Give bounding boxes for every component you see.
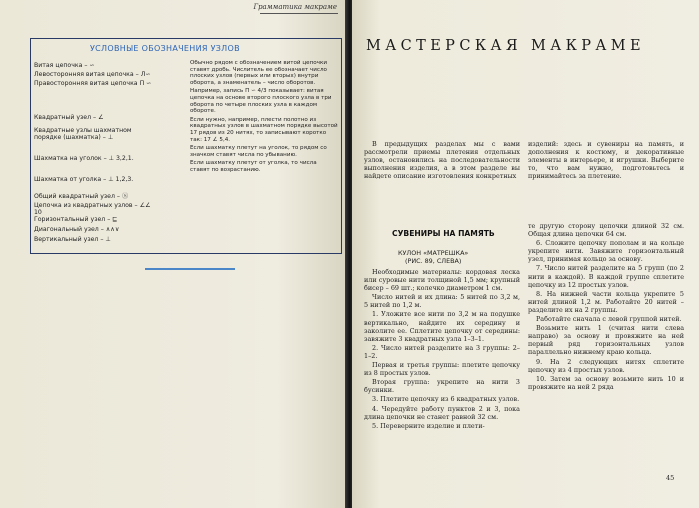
legend-item: Горизонтальный узел – ⊑ (34, 216, 118, 223)
paragraph: 3. Плетите цепочку из 6 квадратных узлов. (372, 395, 520, 404)
legend-item: Общий квадратный узел – Ⓢ (34, 193, 129, 200)
legend-item: Правосторонняя витая цепочка П ∽ (34, 80, 152, 87)
header-rule (260, 13, 338, 14)
legend-note: Если шахматку плетут от уголка, то числа ставят по возрастанию. (190, 160, 317, 173)
section-heading: СУВЕНИРЫ НА ПАМЯТЬ (392, 229, 495, 238)
left-page (0, 0, 347, 508)
paragraph: Вторая группа: укрепите на нити 3 бусинки. (364, 378, 520, 395)
legend-item: Вертикальный узел – ⊥ (34, 236, 111, 243)
paragraph: 8. На нижней части кольца укрепите 5 нитей длиной 1,2 м. Работайте 20 нитей – разделите их на 2 группы. (528, 289, 684, 314)
paragraph: Возьмите нить 1 (считая нити слева направо) за основу и провяжите на ней первый ряд горизонтальных узлов параллельно нижнему краю кольца. (528, 324, 684, 357)
legend-item: Квадратные узлы шахматном порядке (шахматка) – ⊥ (34, 127, 132, 141)
legend-note: Например, запись П ∽ 4/3 показывает: витая цепочка на основе второго плоского узла в три оборота по четыре плоских узла в каждом обороте. (190, 88, 332, 115)
legend-notes (190, 60, 338, 176)
text-column-1 (364, 268, 520, 431)
legend-item: Шахматка от уголка – ⊥ 1,2,3. (34, 176, 134, 183)
running-head: Грамматика макраме (253, 3, 337, 11)
intro-column-left (364, 140, 520, 181)
legend-item: Левосторонняя витая цепочка – Л∽ (34, 71, 151, 78)
legend-item: Квадратный узел – ∠ (34, 114, 104, 121)
paragraph: 2. Число нитей разделите на 3 группы: 2–1–2. (364, 343, 520, 360)
legend-note: Обычно рядом с обозначением витой цепочки ставят дробь. Числитель ее обозначает число плоских узлов (первых или вторых) внутри оборота, а знаменатель – число оборотов. (190, 60, 327, 86)
intro-column-right (528, 140, 684, 181)
paragraph: 6. Сложите цепочку пополам и на кольце укрепите нити. Завяжите горизонтальный узел, принимая кольцо за основу. (528, 239, 684, 264)
section-divider (145, 268, 235, 270)
paragraph: Работайте сначала с левой группой нитей. (536, 315, 682, 324)
item-reference: (РИС. 89, СЛЕВА) (404, 257, 462, 265)
page-title: МАСТЕРСКАЯ МАКРАМЕ (366, 38, 645, 54)
paragraph: 4. Чередуйте работу пунктов 2 и 3, пока длина цепочки не станет равной 32 см. (364, 404, 520, 421)
legend-item: Витая цепочка – ∽ (34, 62, 95, 69)
item-title: КУЛОН «МАТРЕШКА» (398, 249, 469, 257)
page-number: 45 (666, 474, 675, 482)
intro-text: В предыдущих разделах мы с вами рассмотрели приемы плетения отдельных узлов, остановились на последовательности выполнения изделия, а в этом разделе вы найдете описание изготовления конкретных (364, 140, 520, 181)
intro-text: изделий: здесь и сувениры на память, и дополнения к костюму, и декоративные элементы в интерьере, и игрушки. Выберите то, что вам нужно, подготовьтесь и принимайтесь за плетение. (528, 140, 684, 181)
legend-item: Шахматка на уголок – ⊥ 3,2,1. (34, 155, 134, 162)
paragraph: 1. Уложите все нити по 3,2 м на подушке вертикально, найдите их середину и заколите ее. Сплетите цепочку от середины: завяжите 3 квадратных узла 1–3–1. (364, 310, 520, 343)
text-column-2 (528, 222, 684, 392)
legend-item: Диагональный узел – ∧∧∨ (34, 226, 120, 233)
paragraph: Первая и третья группы: плетите цепочку из 8 простых узлов. (364, 361, 520, 378)
legend-note: Если нужно, например, плести полотно из квадратных узлов в шахматном порядке высотой 17 рядов из 20 нитях, то записывают коротко так: 17 ∠ 5,4. (190, 116, 338, 143)
paragraph: 5. Переверните изделие и плети- (372, 421, 485, 430)
paragraph: 9. На 2 следующих нитях сплетите цепочку из 4 простых узлов. (528, 357, 684, 374)
item-heading (398, 249, 468, 265)
legend-note: Если шахматку плетут на уголок, то рядом со значком ставят числа по убыванию. (190, 145, 327, 158)
paragraph: те другую сторону цепочки длиной 32 см. Общая длина цепочки 64 см. (528, 222, 684, 239)
legend-item: Цепочка из квадратных узлов – ∠∠ 10 (34, 202, 151, 216)
paragraph: Необходимые материалы: кордовая леска или суровые нити толщиной 1,5 мм; крупный бисер – 69 шт.; колечко диаметром 1 см. (364, 268, 520, 293)
legend-title: УСЛОВНЫЕ ОБОЗНАЧЕНИЯ УЗЛОВ (90, 44, 240, 53)
paragraph: 10. Затем за основу возьмите нить 10 и провяжите на ней 2 ряда (528, 374, 684, 391)
paragraph: Число нитей и их длина: 5 нитей по 3,2 м, 5 нитей по 1,2 м. (364, 293, 520, 310)
paragraph: 7. Число нитей разделите на 5 групп (по 2 нити в каждой). В каждой группе сплетите цепочку из 12 простых узлов. (528, 264, 684, 289)
